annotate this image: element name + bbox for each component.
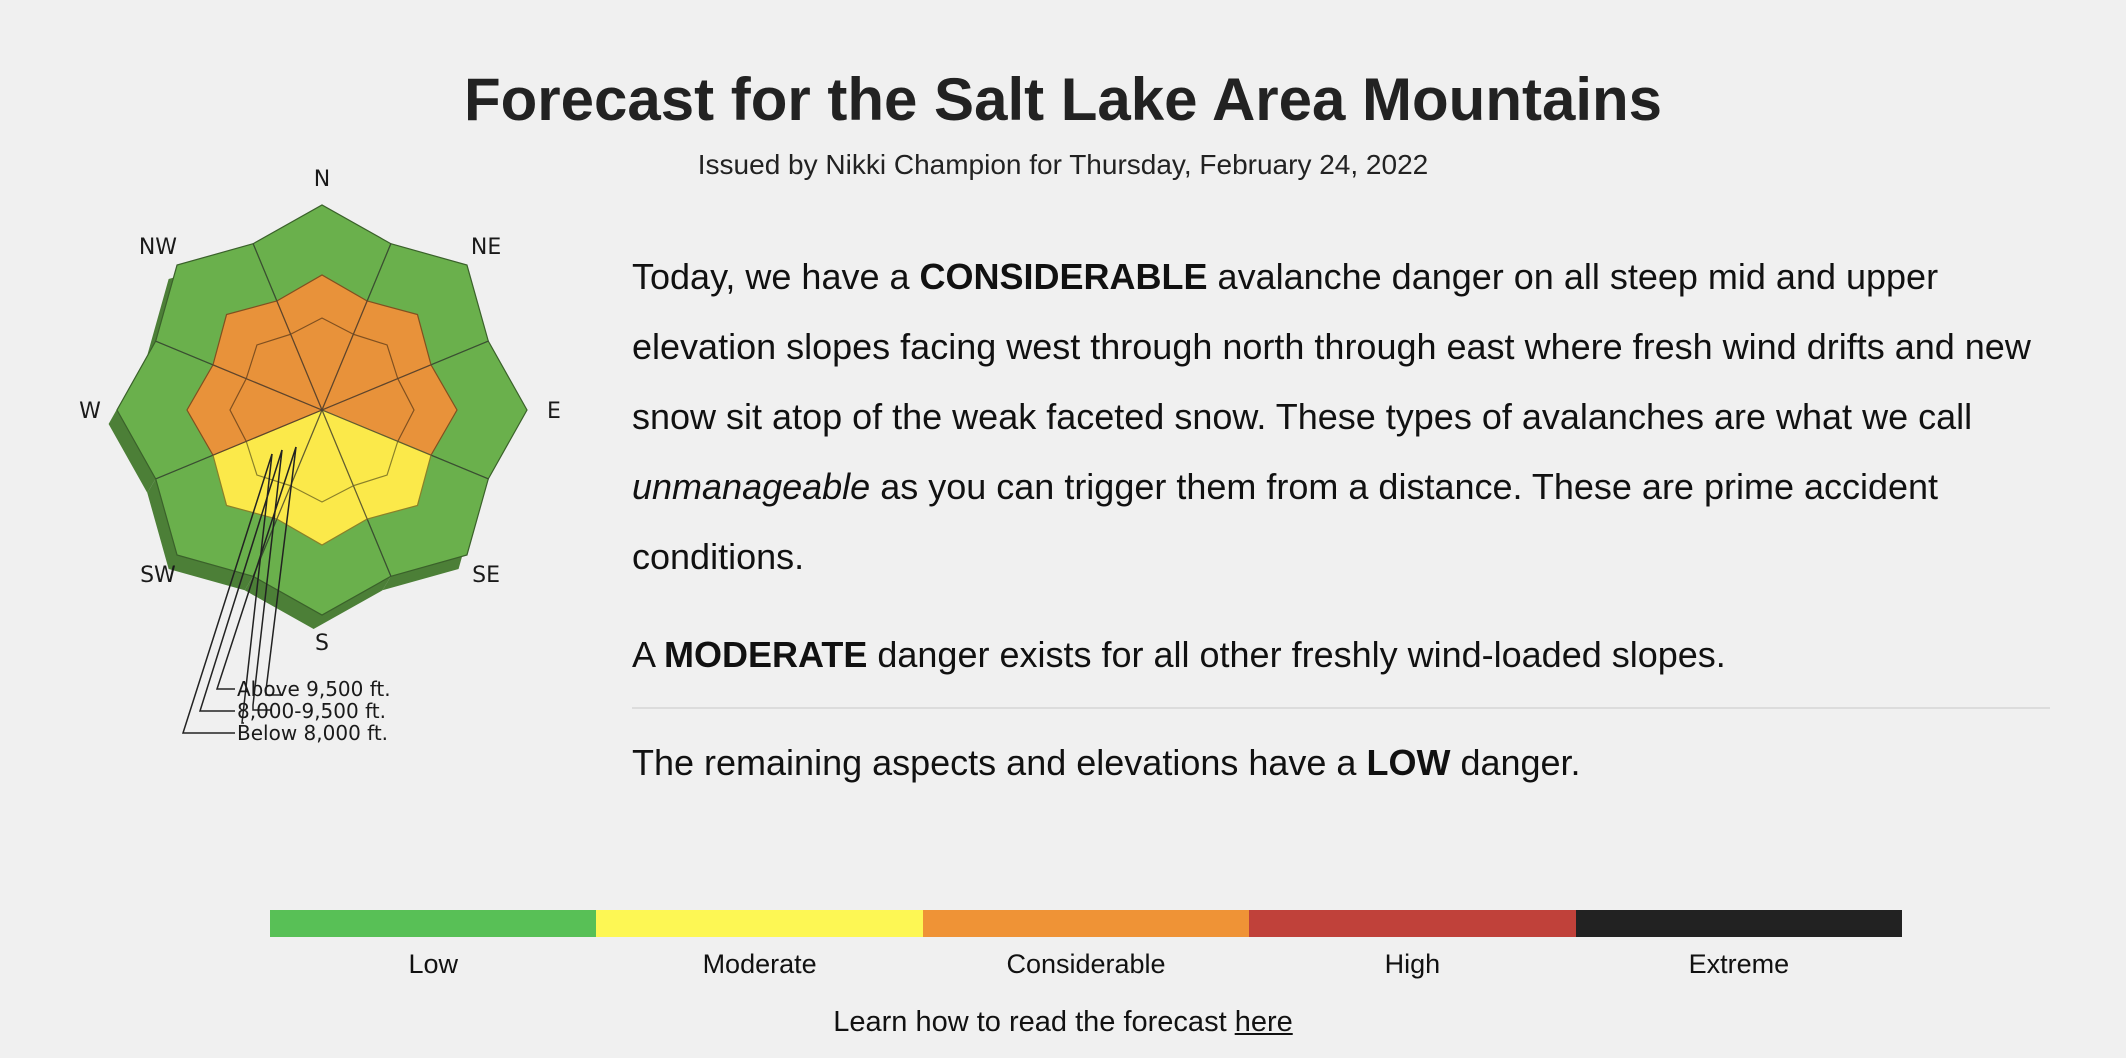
text-run: A: [632, 634, 665, 675]
page-title: Forecast for the Salt Lake Area Mountains: [463, 66, 1663, 133]
compass-label-sw: SW: [140, 563, 176, 589]
text-run: danger.: [1450, 742, 1581, 783]
scale-bar-high: [1249, 910, 1575, 937]
learn-here-link[interactable]: here: [1234, 1006, 1293, 1038]
compass-label-s: S: [315, 631, 329, 656]
scale-label-moderate: Moderate: [702, 949, 817, 979]
scale-label-extreme: Extreme: [1688, 949, 1790, 979]
scale-item-extreme: [1576, 910, 1902, 1000]
learn-text: Learn how to read the forecast: [833, 1006, 1235, 1038]
issued-by-byline: Issued by Nikki Champion for Thursday, February 24, 2022: [697, 149, 1429, 180]
scale-label-considerable: Considerable: [1006, 949, 1166, 979]
danger-level-low: LOW: [1366, 742, 1451, 783]
scale-bar-low: [270, 910, 596, 937]
bottom-line-paragraph: [632, 242, 2052, 592]
compass-label-nw: NW: [138, 234, 178, 260]
emphasis-unmanageable: unmanageable: [632, 466, 871, 507]
scale-bar-considerable: [923, 910, 1249, 937]
scale-bar-extreme: [1576, 910, 1902, 937]
elevation-label-mid: 8,000-9,500 ft.: [237, 699, 386, 723]
learn-how-to-read: [0, 1006, 2126, 1039]
text-run: as you can trigger them from a distance. These are prime accident conditions.: [632, 466, 1939, 577]
text-run: The remaining aspects and elevations have a: [632, 742, 1367, 783]
compass-label-ne: NE: [470, 234, 502, 260]
elevation-label-lower: Below 8,000 ft.: [237, 721, 389, 745]
scale-item-moderate: [596, 910, 922, 1000]
scale-item-considerable: [923, 910, 1249, 1000]
scale-item-high: [1249, 910, 1575, 1000]
compass-label-se: SE: [472, 563, 500, 589]
text-run: avalanche danger on all steep mid and upper elevation slopes facing west through north through east where fresh wind drifts and new snow sit atop of the weak faceted snow. These types of avalanches are what we call: [632, 256, 2031, 437]
compass-label-n: N: [313, 167, 331, 192]
danger-level-considerable: CONSIDERABLE: [919, 256, 1208, 297]
text-run: Today, we have a: [632, 256, 920, 297]
scale-label-low: Low: [408, 949, 458, 979]
danger-rose: [60, 167, 580, 760]
scale-label-high: High: [1384, 949, 1441, 979]
compass-label-e: E: [547, 399, 561, 424]
low-paragraph: [632, 728, 2052, 798]
moderate-paragraph: [632, 620, 2052, 690]
divider: [632, 707, 2050, 709]
text-run: danger exists for all other freshly wind-loaded slopes.: [867, 634, 1726, 675]
danger-level-moderate: MODERATE: [664, 634, 868, 675]
scale-bar-moderate: [596, 910, 922, 937]
scale-item-low: [270, 910, 596, 1000]
elevation-label-upper: Above 9,500 ft.: [237, 677, 391, 701]
compass-label-w: W: [79, 399, 101, 424]
danger-rose-graphic: [60, 167, 580, 760]
danger-scale: [270, 910, 1902, 1000]
